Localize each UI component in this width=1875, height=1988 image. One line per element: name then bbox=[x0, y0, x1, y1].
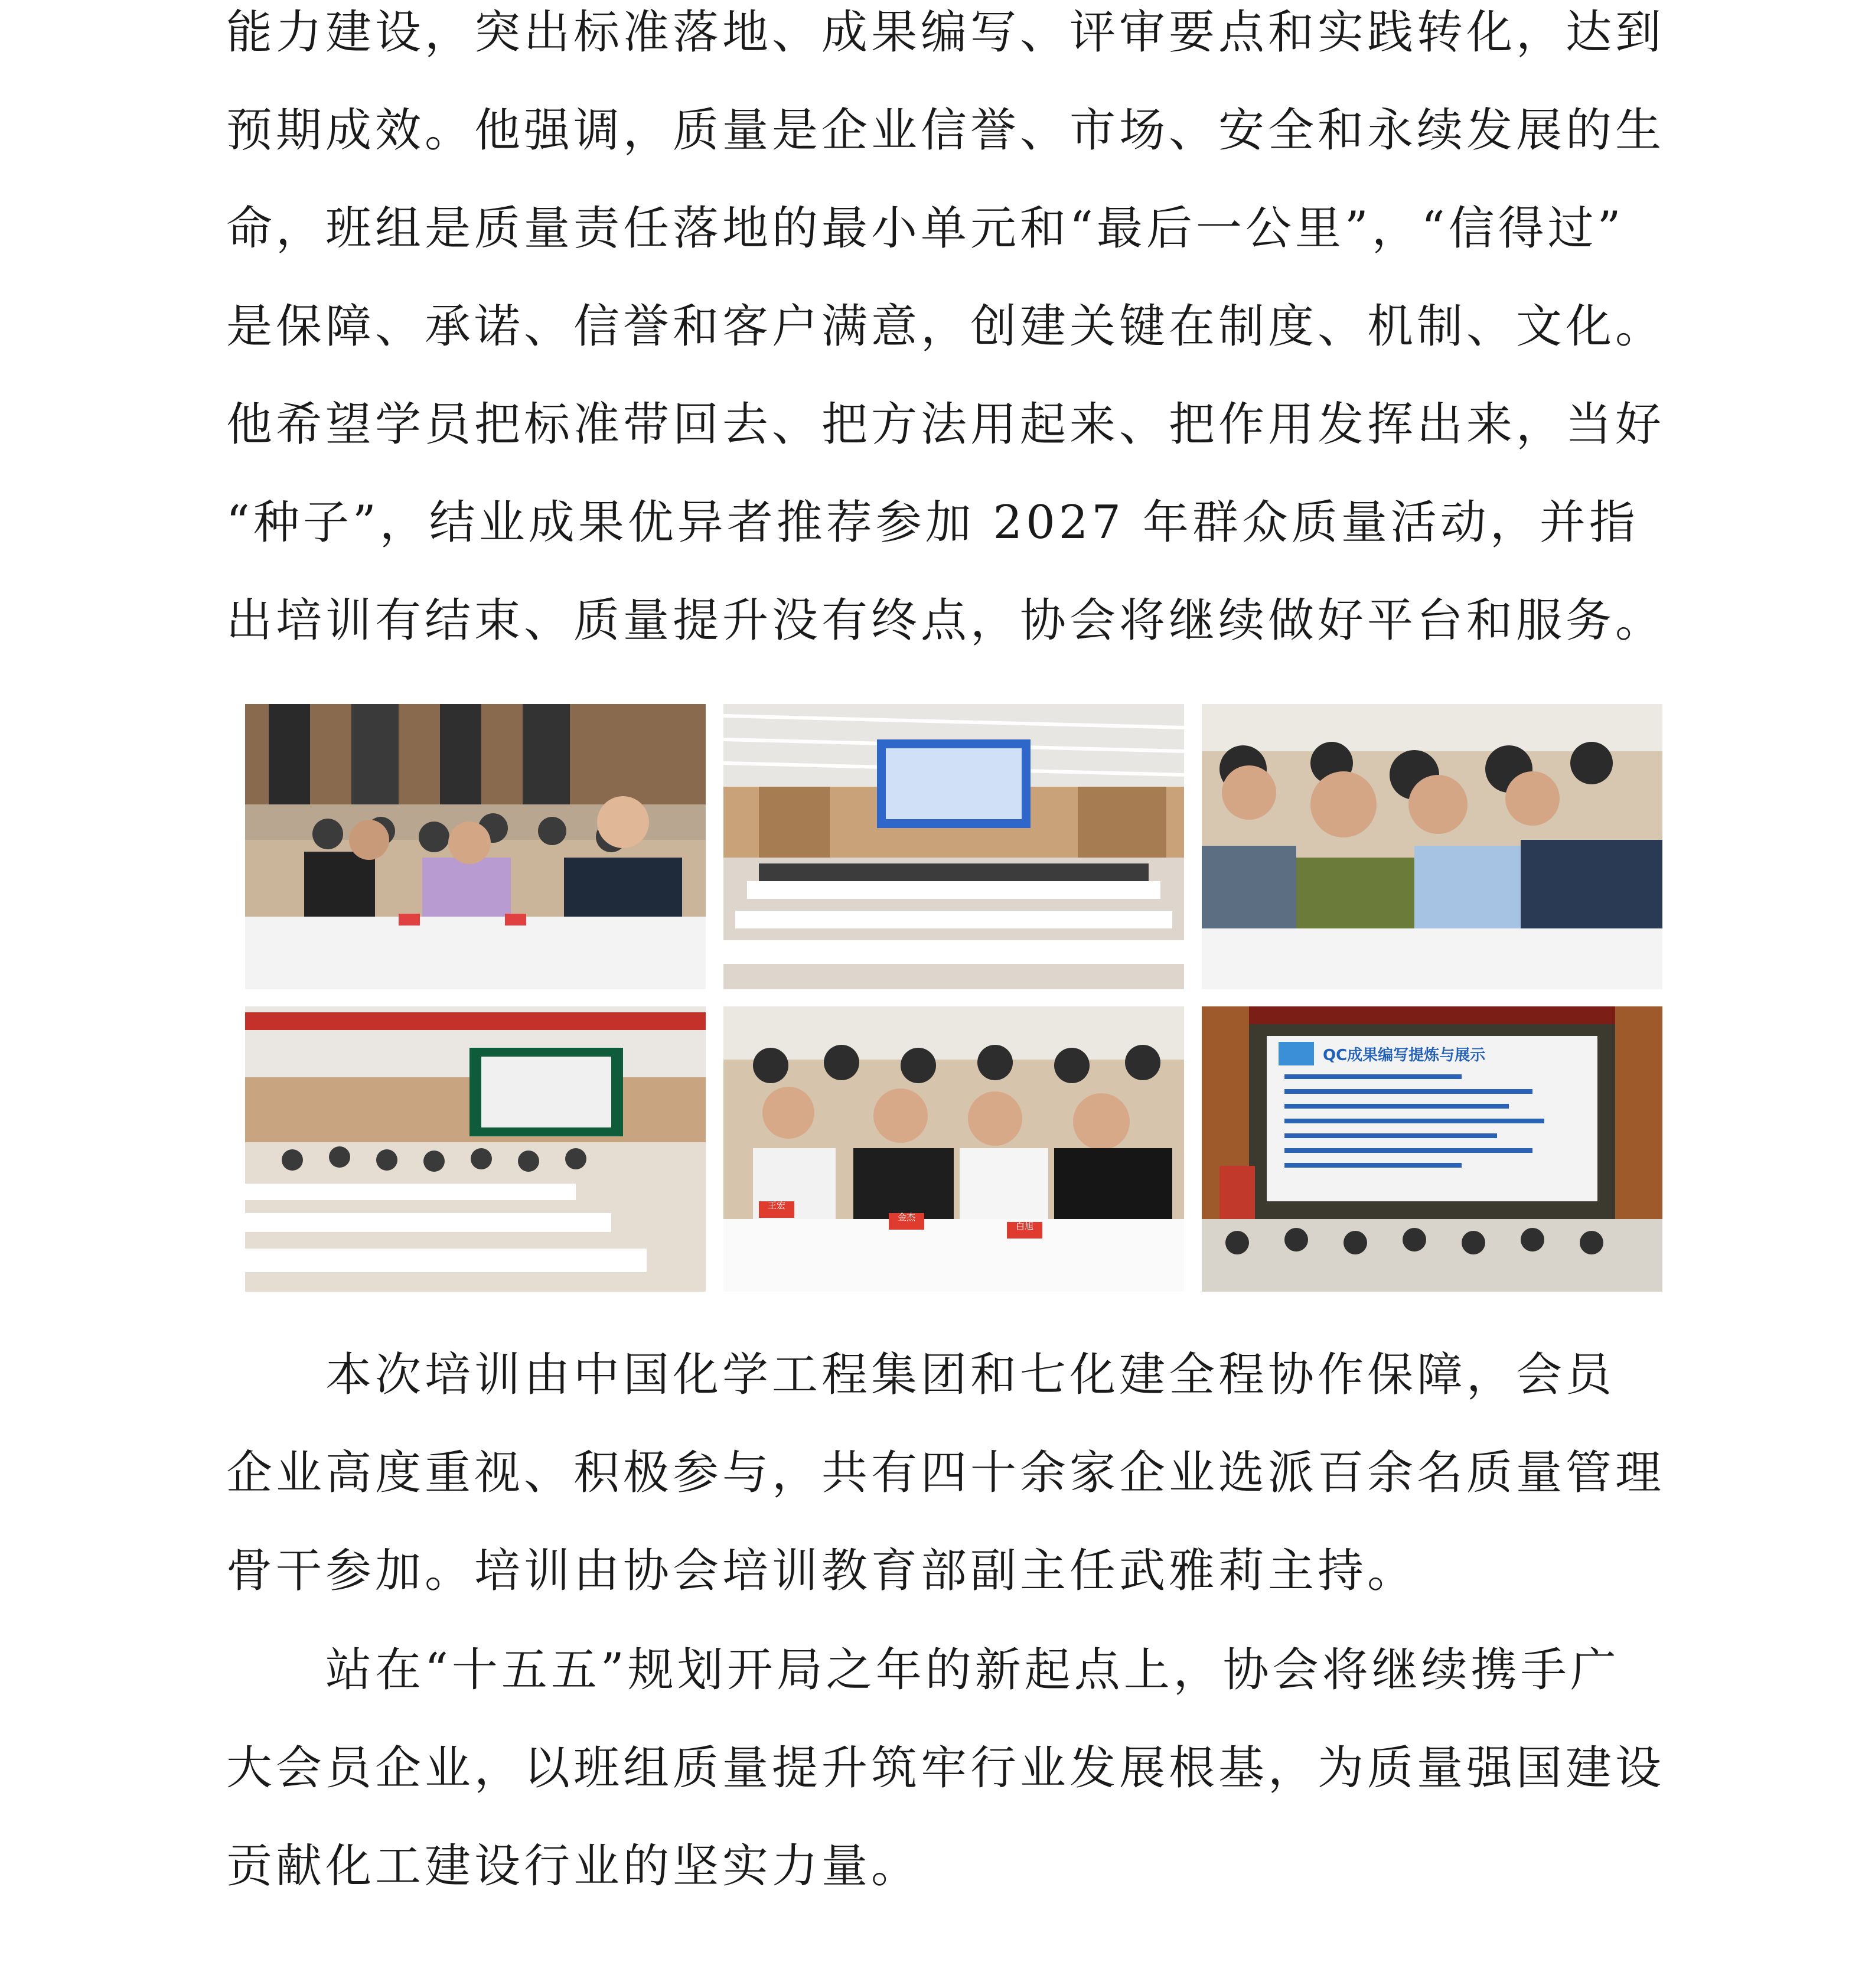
slide-title: QC成果编写提炼与展示 bbox=[1323, 1047, 1486, 1064]
photo-collage bbox=[245, 704, 1662, 1295]
text-line: 是保障、承诺、信誉和客户满意，创建关键在制度、机制、文化。 bbox=[226, 300, 1665, 353]
text-line: 大会员企业，以班组质量提升筑牢行业发展根基，为质量强国建设 bbox=[226, 1742, 1665, 1795]
paragraph-2 bbox=[226, 1326, 1665, 1620]
photo-presentation bbox=[1202, 1006, 1662, 1292]
paragraph-3 bbox=[226, 1621, 1665, 1915]
photo-hall-back bbox=[245, 1006, 706, 1292]
text-line: 他希望学员把标准带回去、把方法用起来、把作用发挥出来，当好 bbox=[226, 398, 1665, 451]
text-line: 企业高度重视、积极参与，共有四十余家企业选派百余名质量管理 bbox=[226, 1446, 1665, 1500]
text-line: 本次培训由中国化学工程集团和七化建全程协作保障，会员 bbox=[325, 1348, 1616, 1402]
paragraph-1 bbox=[226, 0, 1665, 670]
text-line: 预期成效。他强调，质量是企业信誉、市场、安全和永续发展的生 bbox=[226, 104, 1665, 157]
name-card-label: 王宏 bbox=[767, 1200, 785, 1211]
name-card-label: 白旭 bbox=[1015, 1221, 1033, 1231]
text-line: “种子”，结业成果优异者推荐参加 2027 年群众质量活动，并指 bbox=[226, 496, 1639, 549]
photo-audience-right bbox=[1202, 704, 1662, 989]
name-card-label: 金杰 bbox=[897, 1212, 915, 1223]
text-line: 贡献化工建设行业的坚实力量。 bbox=[226, 1840, 921, 1893]
text-line: 命，班组是质量责任落地的最小单元和“最后一公里”，“信得过” bbox=[226, 202, 1625, 255]
photo-audience-left bbox=[245, 704, 706, 989]
text-line: 骨干参加。培训由协会培训教育部副主任武雅莉主持。 bbox=[226, 1544, 1417, 1598]
text-line: 站在“十五五”规划开局之年的新起点上，协会将继续携手广 bbox=[325, 1644, 1620, 1697]
photo-hall-screen bbox=[723, 704, 1184, 989]
text-line: 出培训有结束、质量提升没有终点，协会将继续做好平台和服务。 bbox=[226, 594, 1665, 647]
text-line: 能力建设，突出标准落地、成果编写、评审要点和实践转化，达到 bbox=[226, 6, 1665, 59]
photo-name-cards bbox=[723, 1006, 1184, 1292]
